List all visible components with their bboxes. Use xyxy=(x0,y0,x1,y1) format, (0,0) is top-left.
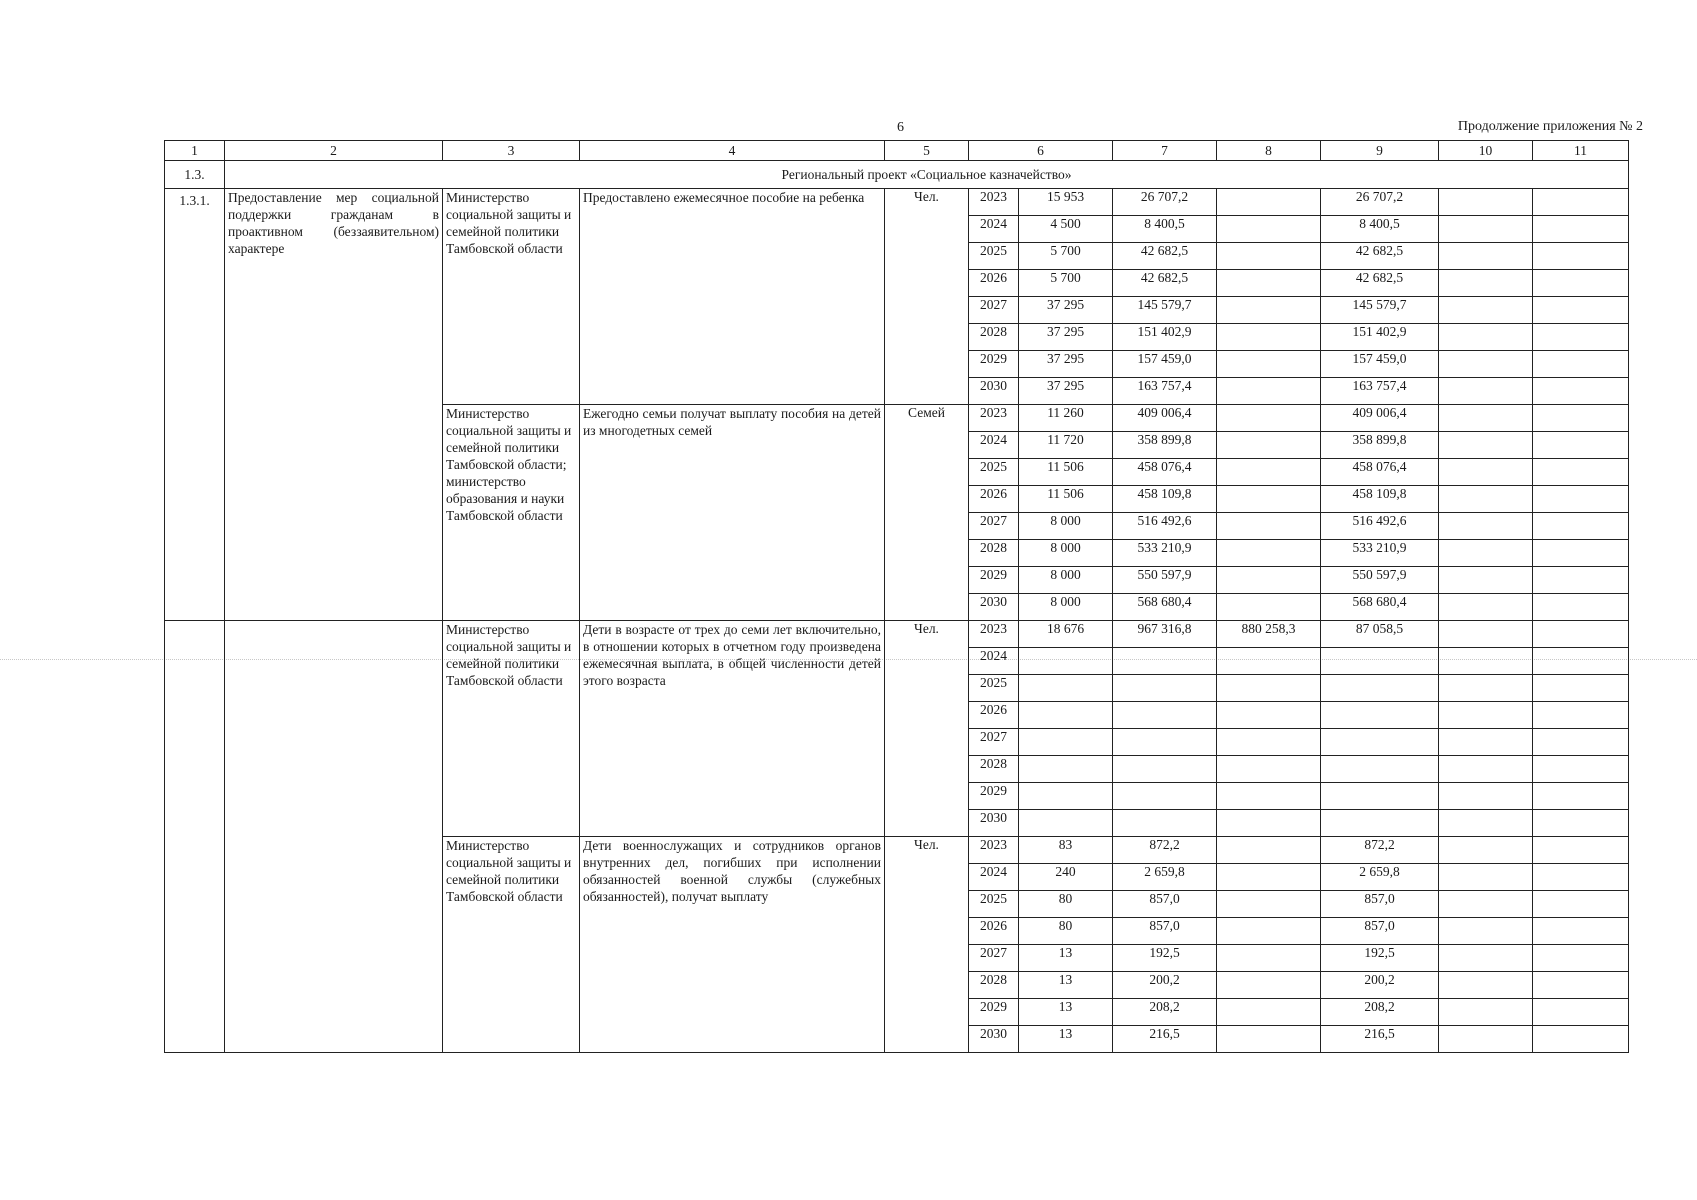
value-cell-col7: 967 316,8 xyxy=(1113,621,1217,648)
year-cell: 2027 xyxy=(969,729,1019,756)
value-cell-col9: 409 006,4 xyxy=(1321,405,1439,432)
value-cell-col7 xyxy=(1113,756,1217,783)
value-cell-col9 xyxy=(1321,729,1439,756)
value-cell-col11 xyxy=(1533,621,1629,648)
value-cell-col11 xyxy=(1533,351,1629,378)
value-cell-col11 xyxy=(1533,405,1629,432)
value-cell-col9: 42 682,5 xyxy=(1321,243,1439,270)
value-cell-col10 xyxy=(1439,594,1533,621)
value-cell-col6: 37 295 xyxy=(1019,351,1113,378)
value-cell-col11 xyxy=(1533,756,1629,783)
year-cell: 2025 xyxy=(969,243,1019,270)
value-cell-col8 xyxy=(1217,270,1321,297)
value-cell-col11 xyxy=(1533,702,1629,729)
value-cell-col8 xyxy=(1217,594,1321,621)
value-cell-col11 xyxy=(1533,594,1629,621)
value-cell-col6: 37 295 xyxy=(1019,324,1113,351)
value-cell-col7 xyxy=(1113,729,1217,756)
value-cell-col7: 151 402,9 xyxy=(1113,324,1217,351)
value-cell-col10 xyxy=(1439,945,1533,972)
year-cell: 2026 xyxy=(969,702,1019,729)
value-cell-col6: 8 000 xyxy=(1019,540,1113,567)
col-header-11: 11 xyxy=(1533,141,1629,161)
value-cell-col7: 200,2 xyxy=(1113,972,1217,999)
value-cell-col6 xyxy=(1019,729,1113,756)
value-cell-col11 xyxy=(1533,648,1629,675)
value-cell-col11 xyxy=(1533,837,1629,864)
year-cell: 2027 xyxy=(969,945,1019,972)
value-cell-col6: 5 700 xyxy=(1019,243,1113,270)
col-header-6: 6 xyxy=(969,141,1113,161)
result-cell: Дети военнослужащих и сотрудников органов внутренних дел, погибших при исполнении обязанностей военной службы (служебных обязанностей), получат выплату xyxy=(580,837,885,1053)
value-cell-col8 xyxy=(1217,702,1321,729)
value-cell-col9: 145 579,7 xyxy=(1321,297,1439,324)
value-cell-col8 xyxy=(1217,189,1321,216)
value-cell-col10 xyxy=(1439,891,1533,918)
year-cell: 2023 xyxy=(969,189,1019,216)
value-cell-col9: 200,2 xyxy=(1321,972,1439,999)
value-cell-col6: 13 xyxy=(1019,999,1113,1026)
year-cell: 2029 xyxy=(969,567,1019,594)
value-cell-col6: 18 676 xyxy=(1019,621,1113,648)
value-cell-col7: 192,5 xyxy=(1113,945,1217,972)
year-cell: 2026 xyxy=(969,270,1019,297)
value-cell-col7: 145 579,7 xyxy=(1113,297,1217,324)
year-cell: 2023 xyxy=(969,405,1019,432)
value-cell-col8 xyxy=(1217,756,1321,783)
year-cell: 2028 xyxy=(969,756,1019,783)
value-cell-col9: 208,2 xyxy=(1321,999,1439,1026)
col-header-2: 2 xyxy=(225,141,443,161)
value-cell-col6: 4 500 xyxy=(1019,216,1113,243)
year-cell: 2026 xyxy=(969,918,1019,945)
value-cell-col11 xyxy=(1533,189,1629,216)
value-cell-col10 xyxy=(1439,459,1533,486)
year-cell: 2028 xyxy=(969,972,1019,999)
value-cell-col8 xyxy=(1217,783,1321,810)
year-cell: 2028 xyxy=(969,324,1019,351)
value-cell-col9 xyxy=(1321,756,1439,783)
section-row xyxy=(165,161,1629,189)
year-cell: 2025 xyxy=(969,459,1019,486)
value-cell-col6: 13 xyxy=(1019,945,1113,972)
item-name: Предоставление мер социальной поддержки гражданам в проактивном (беззаявительном) характере xyxy=(225,189,443,621)
value-cell-col9: 157 459,0 xyxy=(1321,351,1439,378)
value-cell-col9 xyxy=(1321,783,1439,810)
value-cell-col9: 192,5 xyxy=(1321,945,1439,972)
value-cell-col11 xyxy=(1533,243,1629,270)
value-cell-col9: 458 109,8 xyxy=(1321,486,1439,513)
col-header-10: 10 xyxy=(1439,141,1533,161)
col-header-1: 1 xyxy=(165,141,225,161)
year-cell: 2024 xyxy=(969,432,1019,459)
value-cell-col11 xyxy=(1533,891,1629,918)
value-cell-col11 xyxy=(1533,513,1629,540)
value-cell-col8 xyxy=(1217,243,1321,270)
result-cell: Предоставлено ежемесячное пособие на ребенка xyxy=(580,189,885,405)
year-cell: 2030 xyxy=(969,810,1019,837)
value-cell-col11 xyxy=(1533,432,1629,459)
section-title: Региональный проект «Социальное казначейство» xyxy=(225,161,1629,189)
value-cell-col11 xyxy=(1533,810,1629,837)
value-cell-col7 xyxy=(1113,648,1217,675)
value-cell-col8 xyxy=(1217,216,1321,243)
value-cell-col9: 857,0 xyxy=(1321,918,1439,945)
value-cell-col9: 872,2 xyxy=(1321,837,1439,864)
appendix-continuation-label: Продолжение приложения № 2 xyxy=(1457,119,1643,134)
executor-cell: Министерство социальной защиты и семейной политики Тамбовской области xyxy=(443,621,580,837)
year-cell: 2029 xyxy=(969,351,1019,378)
value-cell-col10 xyxy=(1439,918,1533,945)
value-cell-col8 xyxy=(1217,918,1321,945)
year-cell: 2024 xyxy=(969,864,1019,891)
value-cell-col10 xyxy=(1439,189,1533,216)
value-cell-col9: 42 682,5 xyxy=(1321,270,1439,297)
value-cell-col8 xyxy=(1217,567,1321,594)
value-cell-col7: 2 659,8 xyxy=(1113,864,1217,891)
column-number-row xyxy=(165,141,1629,161)
value-cell-col6: 13 xyxy=(1019,972,1113,999)
value-cell-col10 xyxy=(1439,378,1533,405)
value-cell-col6 xyxy=(1019,675,1113,702)
year-cell: 2023 xyxy=(969,837,1019,864)
value-cell-col6 xyxy=(1019,810,1113,837)
value-cell-col7: 458 076,4 xyxy=(1113,459,1217,486)
value-cell-col9: 568 680,4 xyxy=(1321,594,1439,621)
value-cell-col11 xyxy=(1533,378,1629,405)
value-cell-col10 xyxy=(1439,702,1533,729)
value-cell-col9 xyxy=(1321,675,1439,702)
value-cell-col7: 409 006,4 xyxy=(1113,405,1217,432)
value-cell-col6: 15 953 xyxy=(1019,189,1113,216)
value-cell-col7: 533 210,9 xyxy=(1113,540,1217,567)
value-cell-col6 xyxy=(1019,783,1113,810)
value-cell-col7: 8 400,5 xyxy=(1113,216,1217,243)
value-cell-col11 xyxy=(1533,459,1629,486)
value-cell-col8 xyxy=(1217,513,1321,540)
value-cell-col10 xyxy=(1439,837,1533,864)
value-cell-col11 xyxy=(1533,567,1629,594)
value-cell-col7: 208,2 xyxy=(1113,999,1217,1026)
value-cell-col8 xyxy=(1217,486,1321,513)
value-cell-col8 xyxy=(1217,459,1321,486)
value-cell-col9: 458 076,4 xyxy=(1321,459,1439,486)
col-header-8: 8 xyxy=(1217,141,1321,161)
value-cell-col10 xyxy=(1439,864,1533,891)
value-cell-col8 xyxy=(1217,972,1321,999)
value-cell-col9: 516 492,6 xyxy=(1321,513,1439,540)
value-cell-col7 xyxy=(1113,702,1217,729)
value-cell-col6: 37 295 xyxy=(1019,297,1113,324)
value-cell-col7: 216,5 xyxy=(1113,1026,1217,1053)
year-cell: 2030 xyxy=(969,1026,1019,1053)
program-table xyxy=(164,140,1629,1053)
value-cell-col7: 157 459,0 xyxy=(1113,351,1217,378)
value-cell-col9: 87 058,5 xyxy=(1321,621,1439,648)
value-cell-col6 xyxy=(1019,648,1113,675)
value-cell-col6: 5 700 xyxy=(1019,270,1113,297)
value-cell-col10 xyxy=(1439,756,1533,783)
value-cell-col6: 8 000 xyxy=(1019,513,1113,540)
unit-cell: Чел. xyxy=(885,621,969,837)
value-cell-col7: 857,0 xyxy=(1113,918,1217,945)
value-cell-col9: 2 659,8 xyxy=(1321,864,1439,891)
value-cell-col9: 550 597,9 xyxy=(1321,567,1439,594)
value-cell-col11 xyxy=(1533,972,1629,999)
value-cell-col10 xyxy=(1439,405,1533,432)
unit-cell: Семей xyxy=(885,405,969,621)
value-cell-col10 xyxy=(1439,513,1533,540)
value-cell-col10 xyxy=(1439,540,1533,567)
col-header-7: 7 xyxy=(1113,141,1217,161)
year-cell: 2030 xyxy=(969,594,1019,621)
executor-cell: Министерство социальной защиты и семейной политики Тамбовской области xyxy=(443,189,580,405)
value-cell-col8 xyxy=(1217,891,1321,918)
unit-cell: Чел. xyxy=(885,189,969,405)
value-cell-col8 xyxy=(1217,1026,1321,1053)
year-cell: 2027 xyxy=(969,513,1019,540)
value-cell-col6: 240 xyxy=(1019,864,1113,891)
value-cell-col8 xyxy=(1217,945,1321,972)
value-cell-col8 xyxy=(1217,810,1321,837)
value-cell-col9: 163 757,4 xyxy=(1321,378,1439,405)
value-cell-col6 xyxy=(1019,702,1113,729)
value-cell-col8 xyxy=(1217,297,1321,324)
col-header-9: 9 xyxy=(1321,141,1439,161)
item-number-continued xyxy=(165,621,225,1053)
value-cell-col8 xyxy=(1217,351,1321,378)
value-cell-col10 xyxy=(1439,729,1533,756)
value-cell-col8 xyxy=(1217,432,1321,459)
value-cell-col10 xyxy=(1439,297,1533,324)
executor-cell: Министерство социальной защиты и семейной политики Тамбовской области xyxy=(443,837,580,1053)
value-cell-col6 xyxy=(1019,756,1113,783)
value-cell-col9: 358 899,8 xyxy=(1321,432,1439,459)
value-cell-col6: 13 xyxy=(1019,1026,1113,1053)
col-header-4: 4 xyxy=(580,141,885,161)
value-cell-col8 xyxy=(1217,540,1321,567)
year-cell: 2030 xyxy=(969,378,1019,405)
value-cell-col8 xyxy=(1217,675,1321,702)
table-row xyxy=(165,189,1629,216)
value-cell-col6: 8 000 xyxy=(1019,567,1113,594)
value-cell-col11 xyxy=(1533,783,1629,810)
value-cell-col8 xyxy=(1217,837,1321,864)
value-cell-col7: 26 707,2 xyxy=(1113,189,1217,216)
value-cell-col7: 358 899,8 xyxy=(1113,432,1217,459)
executor-cell: Министерство социальной защиты и семейной политики Тамбовской области; министерство образования и науки Тамбовской области xyxy=(443,405,580,621)
value-cell-col7: 857,0 xyxy=(1113,891,1217,918)
value-cell-col6: 11 260 xyxy=(1019,405,1113,432)
value-cell-col8 xyxy=(1217,405,1321,432)
value-cell-col9 xyxy=(1321,702,1439,729)
value-cell-col11 xyxy=(1533,216,1629,243)
section-number: 1.3. xyxy=(165,161,225,189)
year-cell: 2025 xyxy=(969,891,1019,918)
value-cell-col11 xyxy=(1533,729,1629,756)
value-cell-col7 xyxy=(1113,675,1217,702)
value-cell-col10 xyxy=(1439,216,1533,243)
value-cell-col11 xyxy=(1533,540,1629,567)
value-cell-col10 xyxy=(1439,567,1533,594)
value-cell-col11 xyxy=(1533,999,1629,1026)
value-cell-col6: 80 xyxy=(1019,918,1113,945)
value-cell-col10 xyxy=(1439,621,1533,648)
year-cell: 2028 xyxy=(969,540,1019,567)
value-cell-col8 xyxy=(1217,378,1321,405)
value-cell-col9: 216,5 xyxy=(1321,1026,1439,1053)
year-cell: 2029 xyxy=(969,999,1019,1026)
value-cell-col6: 83 xyxy=(1019,837,1113,864)
value-cell-col11 xyxy=(1533,945,1629,972)
value-cell-col10 xyxy=(1439,648,1533,675)
value-cell-col11 xyxy=(1533,918,1629,945)
value-cell-col10 xyxy=(1439,324,1533,351)
value-cell-col7: 550 597,9 xyxy=(1113,567,1217,594)
value-cell-col10 xyxy=(1439,972,1533,999)
value-cell-col11 xyxy=(1533,486,1629,513)
value-cell-col9: 26 707,2 xyxy=(1321,189,1439,216)
value-cell-col11 xyxy=(1533,324,1629,351)
year-cell: 2026 xyxy=(969,486,1019,513)
value-cell-col10 xyxy=(1439,675,1533,702)
value-cell-col7: 458 109,8 xyxy=(1113,486,1217,513)
year-cell: 2027 xyxy=(969,297,1019,324)
value-cell-col10 xyxy=(1439,783,1533,810)
value-cell-col6: 37 295 xyxy=(1019,378,1113,405)
unit-cell: Чел. xyxy=(885,837,969,1053)
value-cell-col6: 8 000 xyxy=(1019,594,1113,621)
value-cell-col7: 568 680,4 xyxy=(1113,594,1217,621)
value-cell-col11 xyxy=(1533,864,1629,891)
value-cell-col7: 872,2 xyxy=(1113,837,1217,864)
page-number: 6 xyxy=(897,120,904,135)
value-cell-col11 xyxy=(1533,270,1629,297)
value-cell-col9: 533 210,9 xyxy=(1321,540,1439,567)
value-cell-col6: 80 xyxy=(1019,891,1113,918)
value-cell-col10 xyxy=(1439,999,1533,1026)
value-cell-col7: 516 492,6 xyxy=(1113,513,1217,540)
value-cell-col6: 11 720 xyxy=(1019,432,1113,459)
value-cell-col10 xyxy=(1439,351,1533,378)
value-cell-col6: 11 506 xyxy=(1019,486,1113,513)
item-name-continued xyxy=(225,621,443,1053)
year-cell: 2023 xyxy=(969,621,1019,648)
value-cell-col8 xyxy=(1217,324,1321,351)
value-cell-col9: 151 402,9 xyxy=(1321,324,1439,351)
item-number: 1.3.1. xyxy=(165,189,225,621)
value-cell-col10 xyxy=(1439,243,1533,270)
value-cell-col8: 880 258,3 xyxy=(1217,621,1321,648)
value-cell-col10 xyxy=(1439,486,1533,513)
value-cell-col9 xyxy=(1321,648,1439,675)
year-cell: 2024 xyxy=(969,216,1019,243)
value-cell-col7: 42 682,5 xyxy=(1113,243,1217,270)
value-cell-col9: 8 400,5 xyxy=(1321,216,1439,243)
value-cell-col7: 163 757,4 xyxy=(1113,378,1217,405)
value-cell-col9: 857,0 xyxy=(1321,891,1439,918)
value-cell-col8 xyxy=(1217,999,1321,1026)
result-cell: Дети в возрасте от трех до семи лет включительно, в отношении которых в отчетном году произведена ежемесячная выплата, в общей численности детей этого возраста xyxy=(580,621,885,837)
year-cell: 2029 xyxy=(969,783,1019,810)
value-cell-col9 xyxy=(1321,810,1439,837)
result-cell: Ежегодно семьи получат выплату пособия на детей из многодетных семей xyxy=(580,405,885,621)
col-header-5: 5 xyxy=(885,141,969,161)
value-cell-col11 xyxy=(1533,297,1629,324)
value-cell-col10 xyxy=(1439,270,1533,297)
table-row xyxy=(165,621,1629,648)
year-cell: 2024 xyxy=(969,648,1019,675)
value-cell-col6: 11 506 xyxy=(1019,459,1113,486)
value-cell-col11 xyxy=(1533,1026,1629,1053)
value-cell-col8 xyxy=(1217,648,1321,675)
value-cell-col7 xyxy=(1113,783,1217,810)
value-cell-col7 xyxy=(1113,810,1217,837)
value-cell-col8 xyxy=(1217,729,1321,756)
value-cell-col7: 42 682,5 xyxy=(1113,270,1217,297)
value-cell-col11 xyxy=(1533,675,1629,702)
value-cell-col10 xyxy=(1439,810,1533,837)
value-cell-col8 xyxy=(1217,864,1321,891)
col-header-3: 3 xyxy=(443,141,580,161)
year-cell: 2025 xyxy=(969,675,1019,702)
value-cell-col10 xyxy=(1439,1026,1533,1053)
value-cell-col10 xyxy=(1439,432,1533,459)
